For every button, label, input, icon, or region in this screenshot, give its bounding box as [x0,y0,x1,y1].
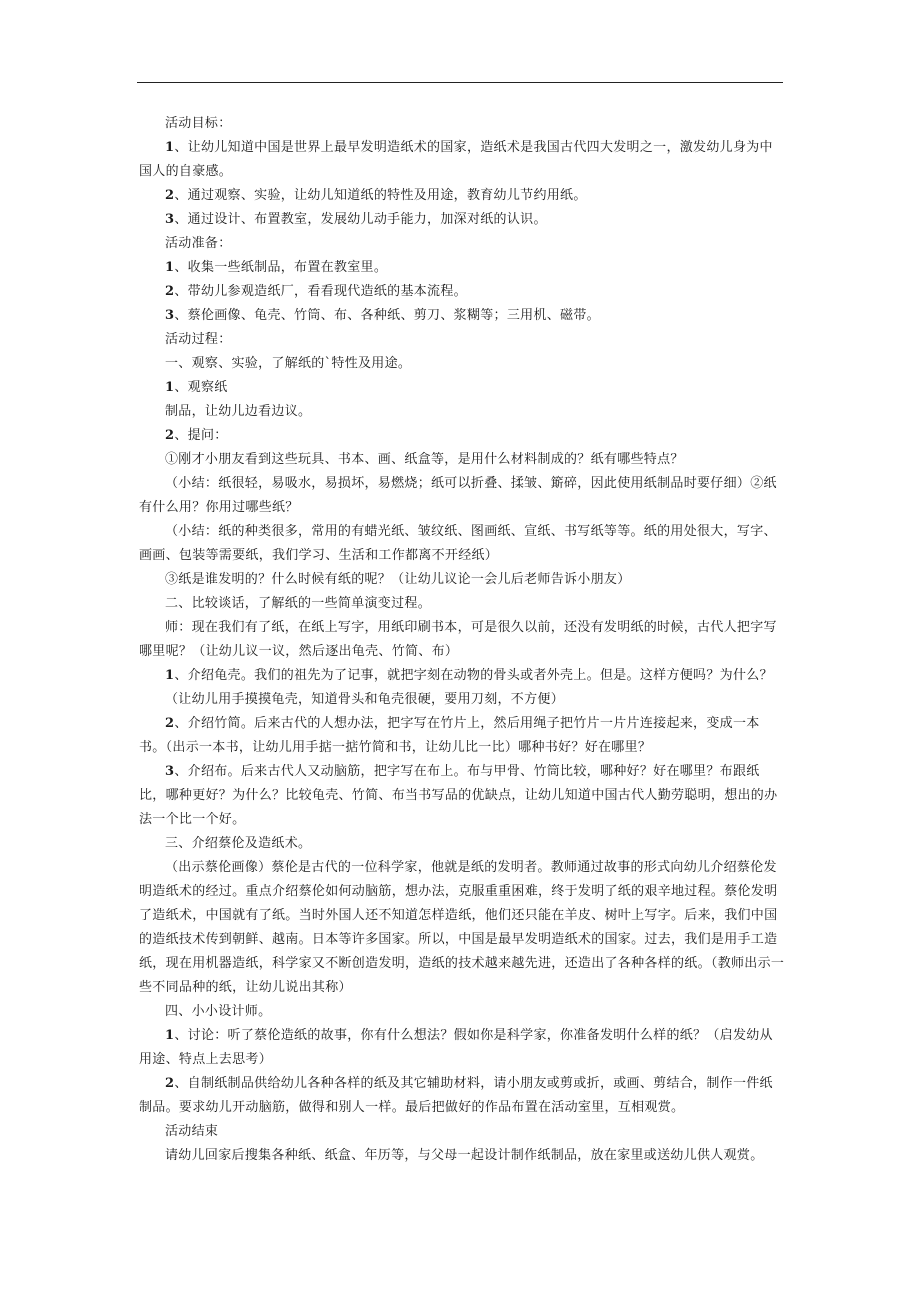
paragraph [139,1120,785,1144]
paragraph-text: 、观察纸 [174,380,228,395]
paragraph [139,280,785,304]
paragraph-text: ①刚才小朋友看到这些玩具、书本、画、纸盒等，是用什么材料制成的？纸有哪些特点？ [165,452,684,467]
paragraph [139,592,785,616]
paragraph [139,328,785,352]
paragraph-text: 、介绍竹简。后来古代的人想办法，把字写在竹片上，然后用绳子把竹片一片片连接起来，变成一本书。（出示一本书，让幼儿用手掂一掂竹简和书，让幼儿比一比）哪种书好？好在哪里？ [139,716,760,755]
paragraph-text: 师：现在我们有了纸，在纸上写字，用纸印刷书本，可是很久以前，还没有发明纸的时候，古代人把字写哪里呢？（让幼儿议一议，然后逐出龟壳、竹简、布） [139,620,777,659]
paragraph-number: 1 [165,668,175,683]
paragraph-number: 2 [165,1076,175,1091]
paragraph-text: 活动结束 [165,1124,219,1139]
paragraph-number: 2 [165,716,175,731]
paragraph-text: 、通过观察、实验，让幼儿知道纸的特性及用途，教育幼儿节约用纸。 [174,188,587,203]
paragraph-text: 、让幼儿知道中国是世界上最早发明造纸术的国家，造纸术是我国古代四大发明之一，激发幼儿身为中国人的自豪感。 [139,140,773,179]
paragraph [139,424,785,448]
paragraph-text: 、提问： [174,428,228,443]
paragraph [139,616,785,664]
paragraph [139,448,785,472]
paragraph [139,688,785,712]
paragraph [139,520,785,568]
paragraph-number: 2 [165,428,175,443]
paragraph-text: 、收集一些纸制品，布置在教室里。 [174,260,388,275]
paragraph-text: 、讨论：听了蔡伦造纸的故事，你有什么想法？假如你是科学家，你准备发明什么样的纸？（启发幼从用途、特点上去思考） [139,1028,773,1067]
paragraph-text: 四、小小设计师。 [165,1004,272,1019]
paragraph [139,256,785,280]
paragraph [139,664,785,688]
paragraph-number: 1 [165,1028,175,1043]
paragraph [139,400,785,424]
paragraph-text: 、自制纸制品供给幼儿各种各样的纸及其它辅助材料，请小朋友或剪或折，或画、剪结合，制作一件纸制品。要求幼儿开动脑筋，做得和别人一样。最后把做好的作品布置在活动室里，互相观赏。 [139,1076,773,1115]
paragraph-text: 、通过设计、布置教室，发展幼儿动手能力，加深对纸的认识。 [174,212,547,227]
paragraph-number: 3 [165,212,175,227]
paragraph [139,568,785,592]
paragraph-text: （出示蔡伦画像）蔡伦是古代的一位科学家，他就是纸的发明者。教师通过故事的形式向幼儿介绍蔡伦发明造纸术的经过。重点介绍蔡伦如何动脑筋，想办法，克服重重困难，终于发明了纸的艰辛地过程。蔡伦发明了造纸术，中国就有了纸。当时外国人还不知道怎样造纸，他们还只能在羊皮、树叶上写字。后来，我们中国的造纸技术传到朝鲜、越南。日本等许多国家。所以，中国是最早发明造纸术的国家。过去，我们是用手工造纸，现在用机器造纸，科学家又不断创造发明，造纸的技术越来越先进，还造出了各种各样的纸。（教师出示一些不同品种的纸，让幼儿说出其称） [139,860,785,995]
paragraph [139,376,785,400]
paragraph-text: 一、观察、实验，了解纸的`特性及用途。 [165,356,412,371]
paragraph [139,1024,785,1072]
paragraph-text: 二、比较谈话，了解纸的一些简单演变过程。 [165,596,432,611]
paragraph [139,112,785,136]
document-body [139,112,785,1168]
paragraph-text: 、带幼儿参观造纸厂，看看现代造纸的基本流程。 [174,284,467,299]
paragraph-text: 活动准备： [165,236,232,251]
paragraph [139,232,785,256]
paragraph-number: 3 [165,764,175,779]
paragraph-text: 请幼儿回家后搜集各种纸、纸盒、年历等，与父母一起设计制作纸制品，放在家里或送幼儿供人观赏。 [165,1148,764,1163]
paragraph-number: 1 [165,260,175,275]
paragraph [139,856,785,1000]
paragraph-number: 2 [165,188,175,203]
paragraph-number: 1 [165,380,175,395]
paragraph-text: 制品，让幼儿边看边议。 [165,404,312,419]
paragraph-text: （小结：纸的种类很多，常用的有蜡光纸、皱纹纸、图画纸、宣纸、书写纸等等。纸的用处很大，写字、画画、包装等需要纸，我们学习、生活和工作都离不开经纸） [139,524,777,563]
paragraph [139,1144,785,1168]
paragraph-text: 活动过程： [165,332,232,347]
paragraph [139,1072,785,1120]
paragraph [139,352,785,376]
paragraph-number: 3 [165,308,175,323]
paragraph-text: 活动目标： [165,116,232,131]
paragraph-text: 、介绍龟壳。我们的祖先为了记事，就把字刻在动物的骨头或者外壳上。但是。这样方便吗？为什么？ [174,668,773,683]
paragraph [139,304,785,328]
paragraph-text: 三、介绍蔡伦及造纸术。 [165,836,312,851]
paragraph-text: ③纸是谁发明的？什么时候有纸的呢？（让幼儿议论一会儿后老师告诉小朋友） [165,572,631,587]
paragraph-text: 、介绍布。后来古代人又动脑筋，把字写在布上。布与甲骨、竹筒比较，哪种好？好在哪里？布跟纸比，哪种更好？为什么？比较龟壳、竹简、布当书写品的优缺点，让幼儿知道中国古代人勤劳聪明，想出的办法一个比一个好。 [139,764,778,827]
paragraph-number: 1 [165,140,175,155]
paragraph [139,472,785,520]
paragraph-text: 、蔡伦画像、龟壳、竹筒、布、各种纸、剪刀、浆糊等；三用机、磁带。 [174,308,600,323]
header-rule [137,82,783,83]
paragraph [139,1000,785,1024]
paragraph [139,136,785,184]
paragraph [139,832,785,856]
paragraph [139,208,785,232]
paragraph-text: （小结：纸很轻，易吸水，易损坏，易燃烧；纸可以折叠、揉皱、簛碎，因此使用纸制品时要仔细）②纸有什么用？你用过哪些纸？ [139,476,777,515]
paragraph [139,184,785,208]
paragraph [139,712,785,760]
paragraph-number: 2 [165,284,175,299]
paragraph-text: （让幼儿用手摸摸龟壳，知道骨头和龟壳很硬，要用刀刻，不方便） [165,692,565,707]
paragraph [139,760,785,832]
